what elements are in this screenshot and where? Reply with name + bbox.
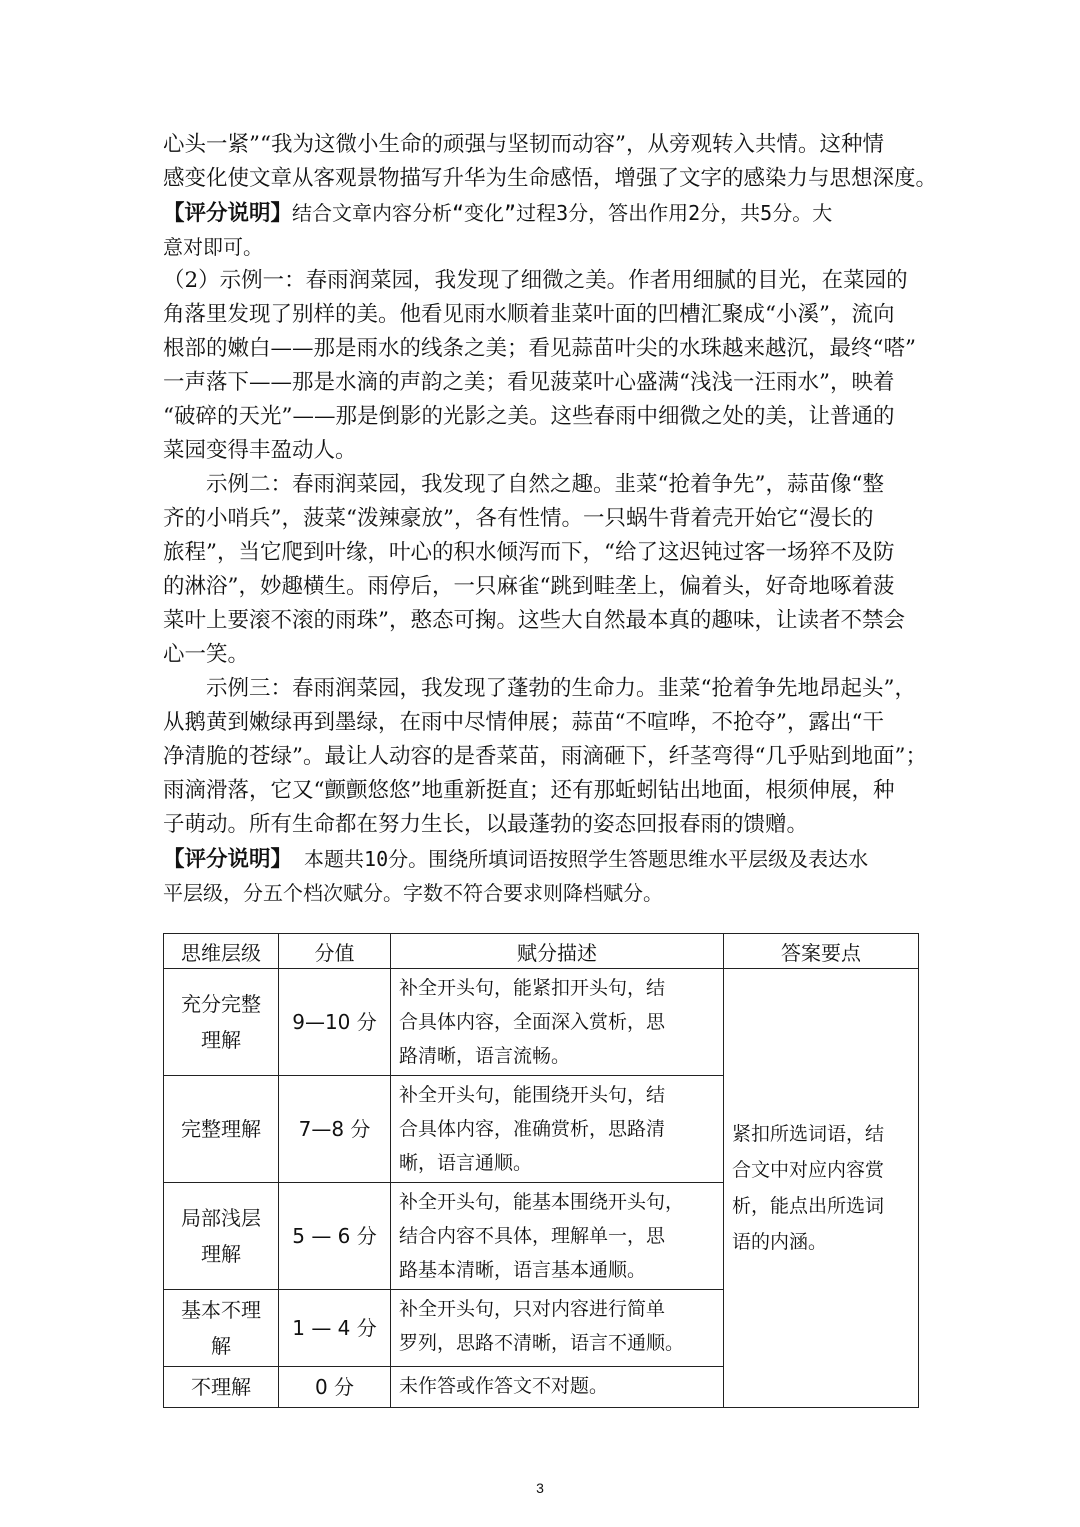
scoring-note-label: 【评分说明】: [163, 847, 293, 872]
text-line: 感变化使文章从客观景物描写升华为生命感悟，增强了文字的感染力与思想深度。: [163, 166, 938, 191]
text-line: （2）示例一：春雨润菜园，我发现了细微之美。作者用细腻的目光，在菜园的: [163, 268, 908, 293]
text-line: 旅程”，当它爬到叶缘，叶心的积水倾泻而下，“给了这迟钝过客一场猝不及防: [163, 540, 895, 565]
scoring-note-2: [163, 842, 923, 876]
text-line: 心一笑。: [163, 642, 250, 667]
text-line: 角落里发现了别样的美。他看见雨水顺着韭菜叶面的凹槽汇聚成“小溪”，流向: [163, 302, 895, 327]
level-cell: 不理解: [164, 1367, 279, 1408]
text-line: 净清脆的苍绿”。最让人动容的是香菜苗，雨滴砸下，纤茎弯得“几乎贴到地面”；: [163, 744, 927, 769]
table-row: [164, 969, 919, 1076]
scoring-note-text: 平层级，分五个档次赋分。字数不符合要求则降档赋分。: [163, 881, 663, 905]
description-cell: 未作答或作答文不对题。: [391, 1367, 724, 1408]
grading-table: [163, 933, 919, 1408]
text-line: 菜叶上要滚不滚的雨珠”，憨态可掬。这些大自然最本真的趣味，让读者不禁会: [163, 608, 905, 633]
table-header-row: [164, 934, 919, 969]
column-header: 思维层级: [164, 934, 279, 969]
page-number: 3: [536, 1480, 544, 1496]
column-header: 分值: [279, 934, 391, 969]
text-line: 雨滴滑落，它又“颤颤悠悠”地重新挺直；还有那蚯蚓钻出地面，根须伸展，种: [163, 778, 895, 803]
text-line: 一声落下——那是水滴的声韵之美；看见菠菜叶心盛满“浅浅一汪雨水”，映着: [163, 370, 895, 395]
example-one-paragraph: [163, 264, 923, 468]
text-line: 从鹅黄到嫩绿再到墨绿，在雨中尽情伸展；蒜苗“不喧哗，不抢夺”，露出“干: [163, 710, 884, 735]
text-line: “破碎的天光”——那是倒影的光影之美。这些春雨中细微之处的美，让普通的: [163, 404, 895, 429]
column-header: 答案要点: [724, 934, 919, 969]
column-header: 赋分描述: [391, 934, 724, 969]
scoring-note-1: [163, 196, 923, 230]
text-line: 子萌动。所有生命都在努力生长，以最蓬勃的姿态回报春雨的馈赠。: [163, 812, 809, 837]
level-cell: 局部浅层 理解: [164, 1183, 279, 1290]
example-three-paragraph: [163, 672, 927, 842]
answer-key-cell: 紧扣所选词语，结 合文中对应内容赏 析，能点出所选词 语的内涵。: [724, 969, 919, 1408]
score-cell: 5 — 6 分: [279, 1183, 391, 1290]
example-two-paragraph: [163, 468, 923, 672]
score-cell: 1 — 4 分: [279, 1290, 391, 1367]
text-line: 的淋浴”，妙趣横生。雨停后，一只麻雀“跳到畦垄上，偏着头，好奇地啄着菠: [163, 574, 895, 599]
text-line: 根部的嫩白——那是雨水的线条之美；看见蒜苗叶尖的水珠越来越沉，最终“嗒”: [163, 336, 916, 361]
text-line: 示例二：春雨润菜园，我发现了自然之趣。韭菜“抢着争先”，蒜苗像“整: [206, 472, 884, 497]
scoring-note-text: 本题共10分。围绕所填词语按照学生答题思维水平层级及表达水: [292, 847, 869, 871]
text-line: 示例三：春雨润菜园，我发现了蓬勃的生命力。韭菜“抢着争先地昂起头”，: [206, 676, 916, 701]
scoring-note-label: 【评分说明】: [163, 201, 293, 226]
level-cell: 基本不理 解: [164, 1290, 279, 1367]
description-cell: 补全开头句，能基本围绕开头句， 结合内容不具体，理解单一，思 路基本清晰，语言基本通顺。: [391, 1183, 724, 1290]
score-cell: 9—10 分: [279, 969, 391, 1076]
text-line: 齐的小哨兵”，菠菜“泼辣豪放”，各有性情。一只蜗牛背着壳开始它“漫长的: [163, 506, 874, 531]
description-cell: 补全开头句，能紧扣开头句，结 合具体内容，全面深入赏析，思 路清晰，语言流畅。: [391, 969, 724, 1076]
level-cell: 完整理解: [164, 1076, 279, 1183]
scoring-note-text: 意对即可。: [163, 235, 263, 259]
text-line: 菜园变得丰盈动人。: [163, 438, 357, 463]
level-cell: 充分完整 理解: [164, 969, 279, 1076]
page-body: [163, 128, 938, 910]
score-cell: 0 分: [279, 1367, 391, 1408]
score-cell: 7—8 分: [279, 1076, 391, 1183]
description-cell: 补全开头句，能围绕开头句，结 合具体内容，准确赏析，思路清 晰，语言通顺。: [391, 1076, 724, 1183]
description-cell: 补全开头句，只对内容进行简单 罗列，思路不清晰，语言不通顺。: [391, 1290, 724, 1367]
scoring-note-text: 结合文章内容分析“变化”过程3分，答出作用2分，共5分。大: [292, 201, 833, 225]
text-line: 心头一紧”“我为这微小生命的顽强与坚韧而动容”，从旁观转入共情。这种情: [163, 132, 884, 157]
